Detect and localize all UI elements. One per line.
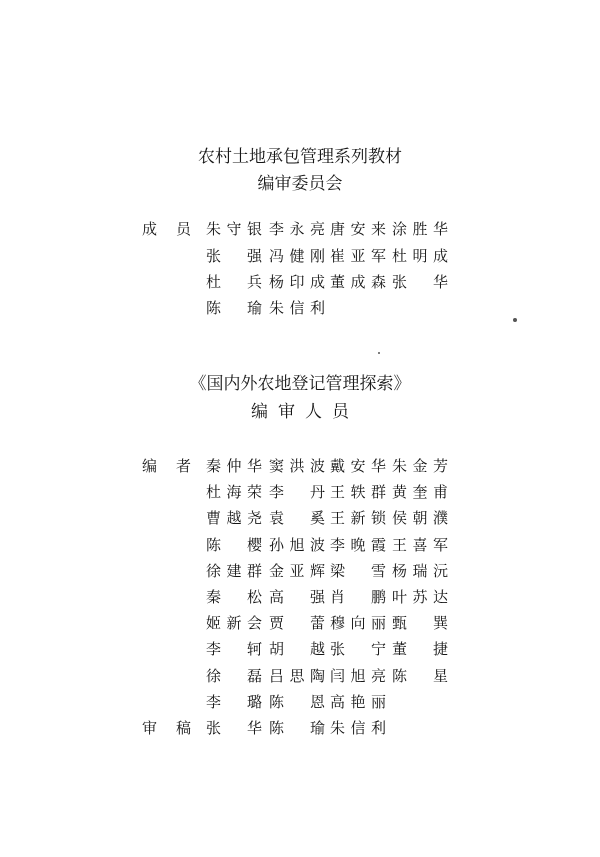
editor-name: 董 捷 (392, 640, 448, 658)
member-name: 崔亚军 (330, 247, 386, 265)
editor-name: 秦仲华 (206, 457, 262, 475)
editors-role-label: 编 者 (142, 457, 194, 475)
editor-name: 戴安华 (330, 457, 386, 475)
editor-name: 肖 鹏 (330, 588, 386, 606)
editor-name: 陈 恩 (269, 693, 325, 711)
editor-name: 杨瑞沅 (392, 562, 448, 580)
editor-name: 甄 巽 (392, 614, 448, 632)
member-name: 冯健刚 (269, 247, 325, 265)
member-name: 涂胜华 (392, 220, 448, 238)
editor-name: 窦洪波 (269, 457, 325, 475)
editor-name: 张 宁 (330, 640, 386, 658)
committee-role-label: 成 员 (142, 220, 194, 238)
editor-name: 孙旭波 (269, 536, 325, 554)
editor-name: 梁 雪 (330, 562, 386, 580)
book-title: 《国内外农地登记管理探索》 (189, 374, 411, 394)
editor-name: 姬新会 (206, 614, 262, 632)
member-name: 李永亮 (269, 220, 325, 238)
member-name: 杜 兵 (206, 273, 262, 291)
editor-name: 叶苏达 (392, 588, 448, 606)
editor-name: 李 璐 (206, 693, 262, 711)
member-name: 张 华 (392, 273, 448, 291)
member-name: 朱守银 (206, 220, 262, 238)
editor-name: 徐 磊 (206, 667, 262, 685)
editor-name: 陈 樱 (206, 536, 262, 554)
editor-name: 黄奎甫 (392, 483, 448, 501)
reviewer-name: 陈 瑜 (269, 719, 325, 737)
reviewer-name: 张 华 (206, 719, 262, 737)
editor-name: 王新锁 (330, 509, 386, 527)
member-name: 董成森 (330, 273, 386, 291)
committee-title: 编审委员会 (257, 174, 343, 194)
member-name: 张 强 (206, 247, 262, 265)
committee-series-title: 农村土地承包管理系列教材 (198, 147, 402, 167)
member-name: 杜明成 (392, 247, 448, 265)
book-staff-heading: 编审人员 (251, 402, 359, 422)
editor-name: 李 轲 (206, 640, 262, 658)
scan-speck (378, 352, 380, 354)
editor-name: 朱金芳 (392, 457, 448, 475)
editor-name: 徐建群 (206, 562, 262, 580)
editor-name: 李晚霞 (330, 536, 386, 554)
editor-name: 袁 奚 (269, 509, 325, 527)
editor-name: 侯朝濮 (392, 509, 448, 527)
editor-name: 王轶群 (330, 483, 386, 501)
editor-name: 胡 越 (269, 640, 325, 658)
editor-name: 王喜军 (392, 536, 448, 554)
editor-name: 高艳丽 (330, 693, 386, 711)
editor-name: 陈 星 (392, 667, 448, 685)
editor-name: 秦 松 (206, 588, 262, 606)
editor-name: 贾 蕾 (269, 614, 325, 632)
member-name: 杨印成 (269, 273, 325, 291)
reviewers-role-label: 审 稿 (142, 719, 194, 737)
editor-name: 杜海荣 (206, 483, 262, 501)
editor-name: 穆向丽 (330, 614, 386, 632)
editor-name: 李 丹 (269, 483, 325, 501)
reviewer-name: 朱信利 (330, 719, 386, 737)
member-name: 陈 瑜 (206, 299, 262, 317)
editor-name: 吕思陶 (269, 667, 325, 685)
scan-speck (513, 318, 517, 322)
member-name: 唐安来 (330, 220, 386, 238)
editor-name: 高 强 (269, 588, 325, 606)
editor-name: 闫旭亮 (330, 667, 386, 685)
editor-name: 金亚辉 (269, 562, 325, 580)
member-name: 朱信利 (269, 299, 325, 317)
editor-name: 曹越尧 (206, 509, 262, 527)
